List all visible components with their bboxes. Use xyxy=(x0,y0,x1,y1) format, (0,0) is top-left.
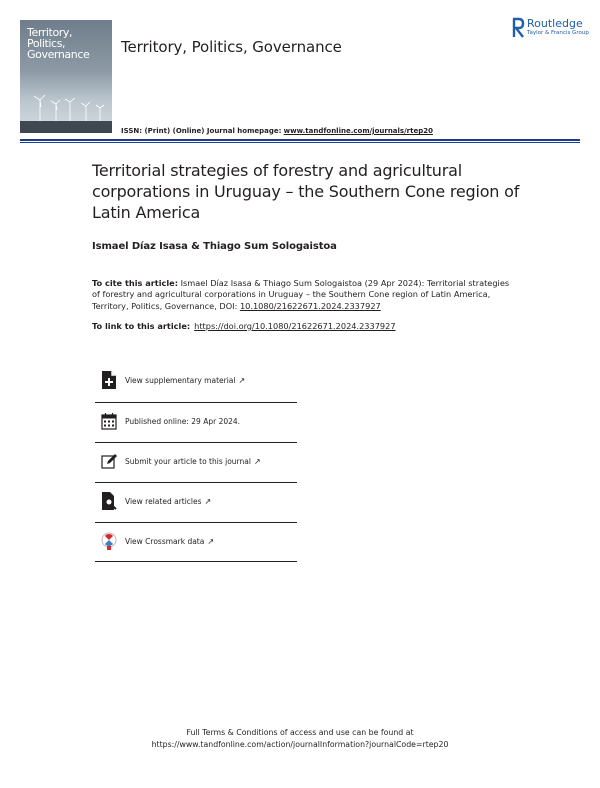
footer-terms-url[interactable]: https://www.tandfonline.com/action/journalInformation?journalCode=rtep20 xyxy=(151,740,449,749)
article-doi-url[interactable]: https://doi.org/10.1080/21622671.2024.2337927 xyxy=(194,321,396,331)
link-label: To link to this article: xyxy=(92,321,191,331)
wind-turbines-image xyxy=(20,90,112,122)
citation-block xyxy=(92,278,512,312)
journal-homepage-link[interactable]: www.tandfonline.com/journals/rtep20 xyxy=(283,127,433,135)
journal-name[interactable]: Territory, Politics, Governance xyxy=(121,38,342,56)
external-link-icon: ↗ xyxy=(253,457,261,466)
issn-label: ISSN: (Print) (Online) Journal homepage: xyxy=(121,127,282,135)
article-authors[interactable]: Ismael Díaz Isasa & Thiago Sum Sologaistoa xyxy=(92,241,337,252)
view-crossmark-data[interactable]: View Crossmark data ↗ xyxy=(95,522,297,562)
citation-label: To cite this article: xyxy=(92,278,178,288)
external-link-icon: ↗ xyxy=(204,497,212,506)
cover-title: Territory, Politics, Governance xyxy=(27,26,90,61)
citation-doi-link[interactable]: 10.1080/21622671.2024.2337927 xyxy=(239,300,381,311)
view-supplementary-material[interactable]: View supplementary material ↗ xyxy=(95,362,297,402)
header-rule-thin xyxy=(20,142,580,143)
external-link-icon: ↗ xyxy=(207,537,215,546)
publisher-name: Routledge xyxy=(527,17,583,30)
issn-line xyxy=(121,127,433,135)
calendar-icon xyxy=(101,412,117,430)
published-online: Published online: 29 Apr 2024. xyxy=(95,402,297,442)
search-document-icon xyxy=(101,492,117,510)
header-rule xyxy=(20,139,580,141)
routledge-logo-icon xyxy=(511,17,525,39)
edit-icon xyxy=(101,452,117,470)
article-actions xyxy=(95,362,297,562)
view-related-articles[interactable]: View related articles ↗ xyxy=(95,482,297,522)
article-title: Territorial strategies of forestry and agricultural corporations in Uruguay – the Southern Cone region of Latin America xyxy=(92,161,520,222)
citation-text: Ismael Díaz Isasa & Thiago Sum Sologaistoa (29 Apr 2024): Territorial strategies of forestry and agricultural corporations in Uruguay – the Southern Cone region of Latin America, Territory, Politics, Governance, DOI: xyxy=(92,278,510,311)
document-plus-icon xyxy=(101,371,117,389)
terms-footer xyxy=(0,727,600,751)
submit-article-link[interactable]: Submit your article to this journal ↗ xyxy=(95,442,297,482)
article-link-line xyxy=(92,321,396,331)
cover-footer-band xyxy=(20,121,112,133)
journal-cover xyxy=(20,20,112,133)
publisher-logo[interactable] xyxy=(511,17,591,41)
publisher-tagline: Taylor & Francis Group xyxy=(527,30,589,36)
footer-line-1: Full Terms & Conditions of access and use can be found at xyxy=(186,728,414,737)
crossmark-icon xyxy=(101,532,117,550)
external-link-icon: ↗ xyxy=(238,376,246,385)
